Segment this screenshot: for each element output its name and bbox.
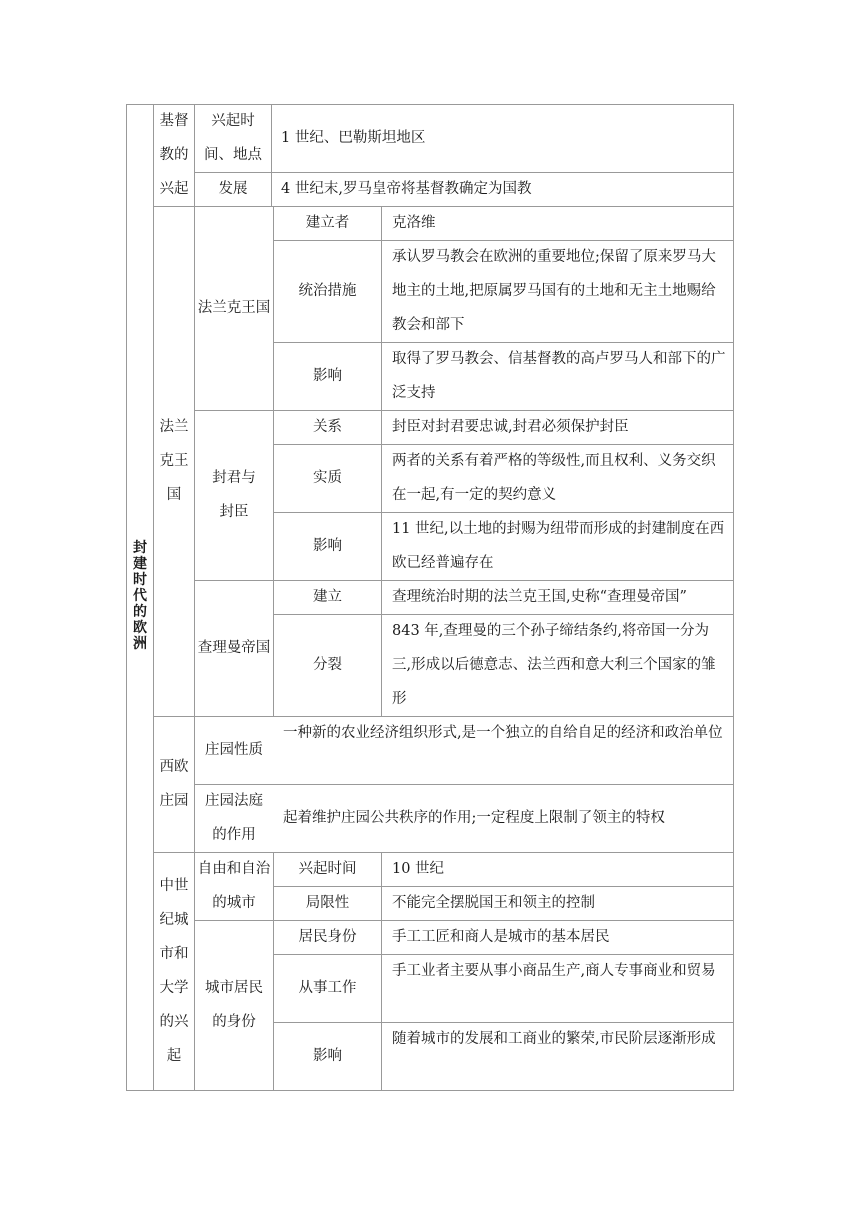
row-content: 843 年,查理曼的三个孙子缔结条约,将帝国一分为三,形成以后德意志、法兰西和意大利三个国家的雏形 [392, 623, 716, 707]
row-label: 从事工作 [298, 980, 357, 996]
row-label: 庄园性质 [205, 742, 263, 758]
row-label: 影响 [313, 538, 342, 554]
row-content: 一种新的农业经济组织形式,是一个独立的自给自足的经济和政治单位 [283, 725, 723, 741]
row-content: 封臣对封君要忠诚,封君必须保护封臣 [392, 419, 629, 435]
row-label: 庄园法庭的作用 [205, 793, 263, 843]
row-label: 关系 [313, 419, 342, 435]
row-label: 建立 [313, 589, 342, 605]
row-content: 查理统治时期的法兰克王国,史称“查理曼帝国” [392, 589, 687, 605]
row-label: 实质 [313, 470, 342, 486]
row-label: 影响 [313, 368, 342, 384]
row-content: 随着城市的发展和工商业的繁荣,市民阶层逐渐形成 [392, 1031, 716, 1047]
row-content: 克洛维 [392, 215, 436, 231]
row-content: 起着维护庄园公共秩序的作用;一定程度上限制了领主的特权 [283, 810, 665, 826]
row-content: 10 世纪 [392, 861, 445, 877]
row-content: 4 世纪末,罗马皇帝将基督教确定为国教 [281, 181, 532, 197]
subgroup-label: 封君与封臣 [212, 470, 256, 520]
row-content: 手工工匠和商人是城市的基本居民 [392, 929, 610, 945]
subgroup-label: 自由和自治的城市 [197, 861, 271, 911]
row-content: 取得了罗马教会、信基督教的高卢罗马人和部下的广泛支持 [392, 351, 726, 401]
row-content: 1 世纪、巴勒斯坦地区 [281, 130, 426, 146]
row-content: 不能完全摆脱国王和领主的控制 [392, 895, 595, 911]
row-label: 兴起时间、地点 [204, 113, 262, 163]
cities-label: 中世纪城市和大学的兴起 [159, 878, 189, 1064]
row-content: 11 世纪,以土地的封赐为纽带而形成的封建制度在西欧已经普遍存在 [392, 521, 725, 571]
row-label: 分裂 [313, 657, 342, 673]
row-content: 两者的关系有着严格的等级性,而且权利、义务交织在一起,有一定的契约意义 [392, 453, 716, 503]
manor-label: 西欧庄园 [159, 759, 189, 809]
row-content: 手工业者主要从事小商品生产,商人专事商业和贸易 [392, 963, 716, 979]
row-label: 局限性 [305, 895, 350, 911]
row-label: 建立者 [305, 215, 350, 231]
christianity-label: 基督教的兴起 [159, 113, 189, 197]
row-label: 发展 [218, 181, 248, 197]
subgroup-label: 查理曼帝国 [197, 640, 271, 656]
frankish-label: 法兰克王国 [159, 419, 189, 503]
section-title-vertical: 封建时代的欧洲 [133, 540, 147, 652]
row-label: 居民身份 [298, 929, 357, 945]
row-content: 承认罗马教会在欧洲的重要地位;保留了原来罗马大地主的土地,把原属罗马国有的土地和无主土地赐给教会和部下 [392, 249, 716, 333]
subgroup-label: 法兰克王国 [197, 300, 271, 316]
row-label: 统治措施 [298, 283, 357, 299]
row-label: 兴起时间 [298, 861, 357, 877]
row-label: 影响 [313, 1048, 342, 1064]
subgroup-label: 城市居民的身份 [205, 980, 263, 1030]
